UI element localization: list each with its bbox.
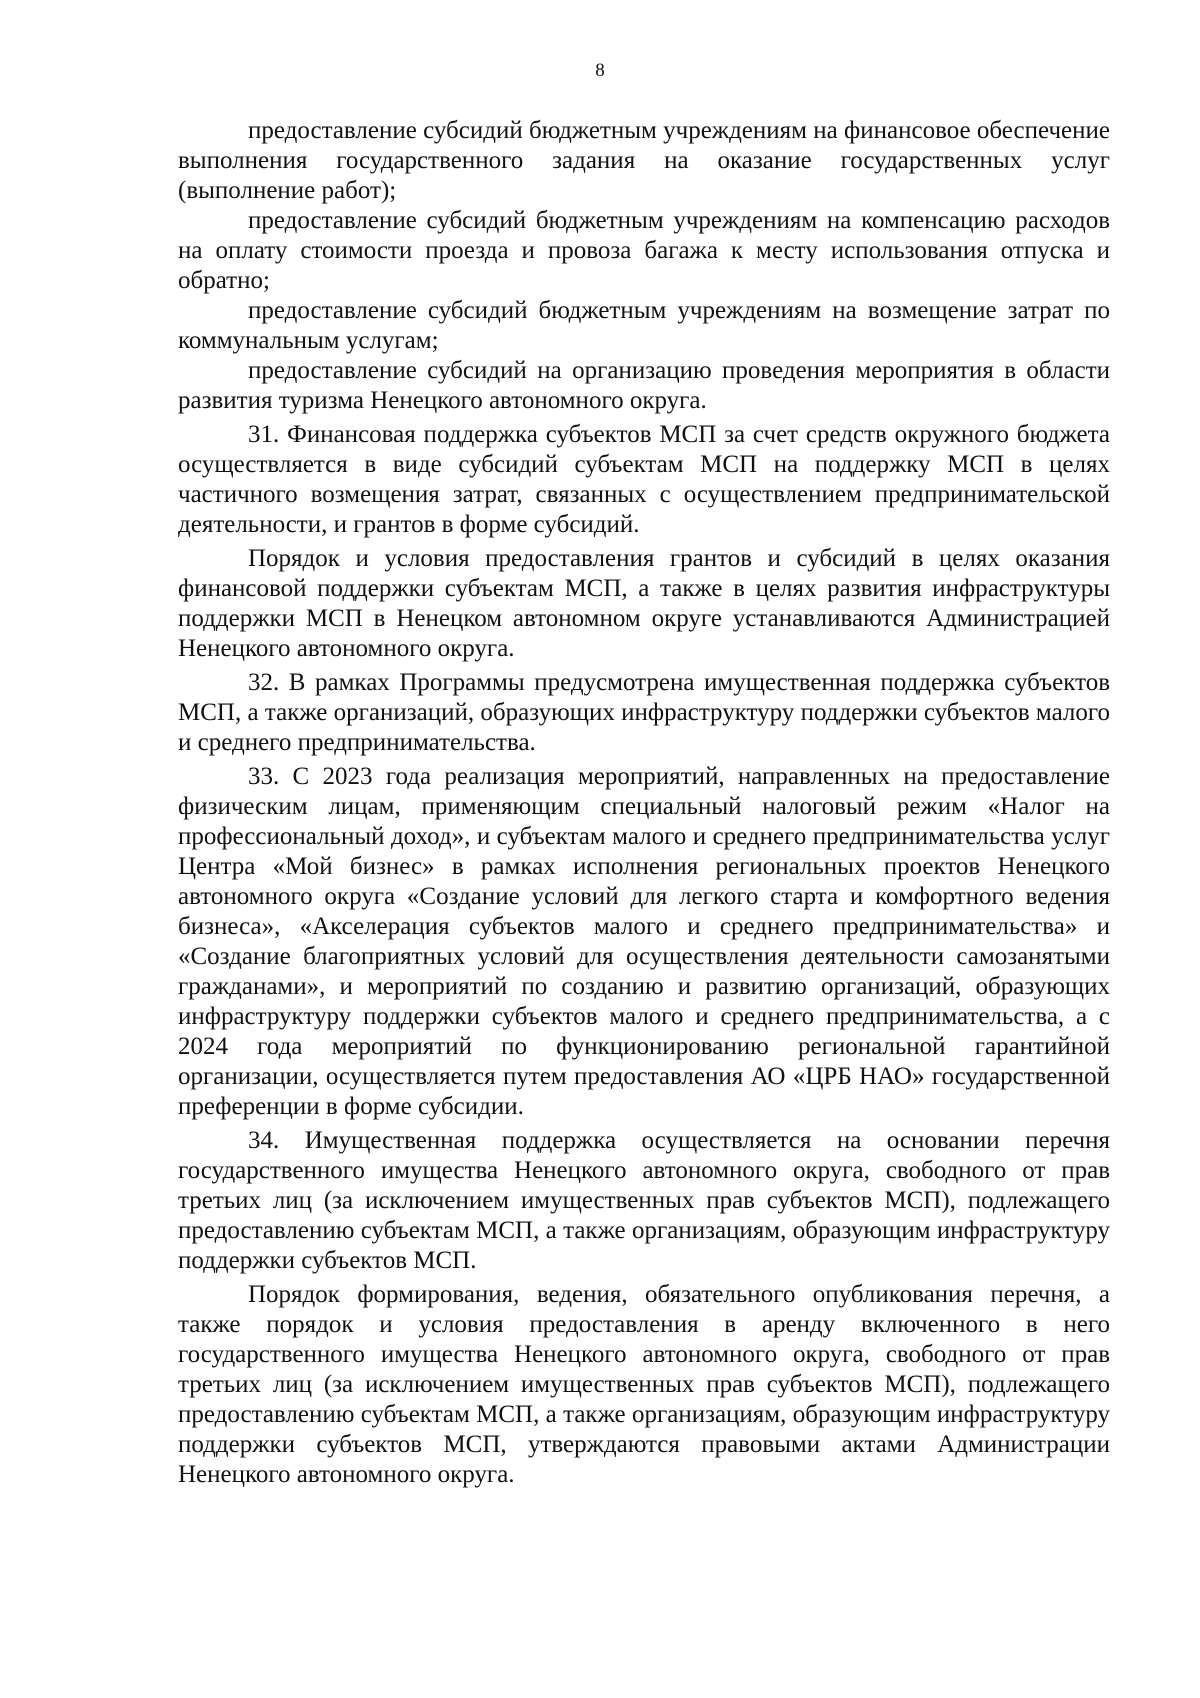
paragraph-34-property-list: 34. Имущественная поддержка осуществляется на основании перечня государственного имущества Ненецкого автономного округа, свободного от прав третьих лиц (за исключением имущественных прав субъектов МСП), подлежащего предоставлению субъектам МСП, а также организациям, образующим инфраструктуру поддержки субъектов МСП.	[178, 1127, 1110, 1274]
paragraph-grants-procedure: Порядок и условия предоставления грантов и субсидий в целях оказания финансовой поддержки субъектам МСП, а также в целях развития инфраструктуры поддержки МСП в Ненецком автономном округе устанавливаются Администрацией Ненецкого автономного округа.	[178, 545, 1110, 662]
document-body	[178, 116, 1110, 1490]
page-number: 8	[595, 60, 605, 81]
paragraph-subsidy-state-task: предоставление субсидий бюджетным учреждениям на финансовое обеспечение выполнения государственного задания на оказание государственных услуг (выполнение работ);	[178, 117, 1110, 204]
paragraph-31-financial-support: 31. Финансовая поддержка субъектов МСП за счет средств окружного бюджета осуществляется в виде субсидий субъектам МСП на поддержку МСП в целях частичного возмещения затрат, связанных с осуществлением предпринимательской деятельности, и грантов в форме субсидий.	[178, 421, 1110, 538]
paragraph-list-procedure: Порядок формирования, ведения, обязательного опубликования перечня, а также порядок и условия предоставления в аренду включенного в него государственного имущества Ненецкого автономного округа, свободного от прав третьих лиц (за исключением имущественных прав субъектов МСП), подлежащего предоставлению субъектам МСП, а также организациям, образующим инфраструктуру поддержки субъектов МСП, утверждаются правовыми актами Администрации Ненецкого автономного округа.	[178, 1281, 1110, 1488]
paragraph-subsidy-travel-compensation: предоставление субсидий бюджетным учреждениям на компенсацию расходов на оплату стоимости проезда и провоза багажа к месту использования отпуска и обратно;	[178, 207, 1110, 294]
paragraph-33-my-business-center: 33. С 2023 года реализация мероприятий, направленных на предоставление физическим лицам, применяющим специальный налоговый режим «Налог на профессиональный доход», и субъектам малого и среднего предпринимательства услуг Центра «Мой бизнес» в рамках исполнения региональных проектов Ненецкого автономного округа «Создание условий для легкого старта и комфортного ведения бизнеса», «Акселерация субъектов малого и среднего предпринимательства» и «Создание благоприятных условий для осуществления деятельности самозанятыми гражданами», и мероприятий по созданию и развитию организаций, образующих инфраструктуру поддержки субъектов малого и среднего предпринимательства, а с 2024 года мероприятий по функционированию региональной гарантийной организации, осуществляется путем предоставления АО «ЦРБ НАО» государственной преференции в форме субсидии.	[178, 763, 1110, 1120]
paragraph-32-property-support: 32. В рамках Программы предусмотрена имущественная поддержка субъектов МСП, а также организаций, образующих инфраструктуру поддержки субъектов малого и среднего предпринимательства.	[178, 669, 1110, 756]
paragraph-subsidy-utilities: предоставление субсидий бюджетным учреждениям на возмещение затрат по коммунальным услугам;	[178, 297, 1110, 354]
paragraph-subsidy-tourism: предоставление субсидий на организацию проведения мероприятия в области развития туризма Ненецкого автономного округа.	[178, 357, 1110, 414]
